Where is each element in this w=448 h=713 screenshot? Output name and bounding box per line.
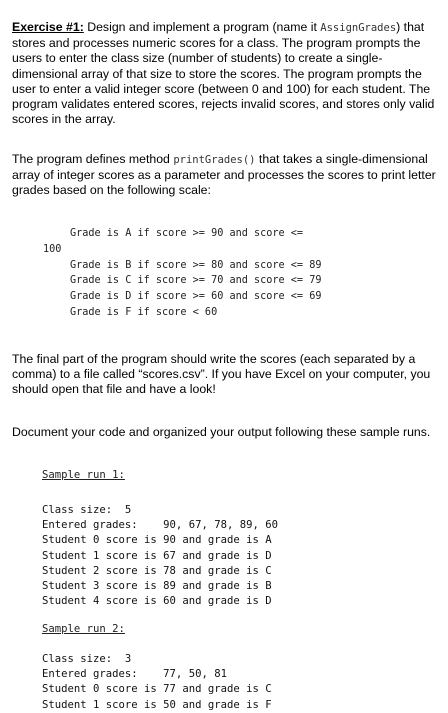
- grade-scale-block: [43, 226, 440, 321]
- output-line: Class size: 3: [42, 653, 132, 665]
- output-line: Entered grades: 77, 50, 81: [42, 668, 227, 681]
- output-line: Student 4 score is 60 and grade is D: [42, 595, 272, 608]
- grade-scale-line: Grade is D if score >= 60 and score <= 69: [70, 291, 322, 303]
- output-line: Student 1 score is 67 and grade is D: [42, 549, 272, 562]
- grade-scale-line: Grade is F if score < 60: [70, 306, 218, 318]
- final-part-paragraph: The final part of the program should write the scores (each separated by a comma) to a file called “scores.csv”. If you have Excel on your computer, you should open that file and have a look!: [12, 352, 431, 397]
- method-description: that takes a single-dimensional array of integer scores as a parameter and processes the scores to print letter grades based on the following scale:: [12, 152, 436, 198]
- output-line: Class size: 5: [42, 504, 132, 516]
- grade-scale-line: 100: [43, 243, 62, 255]
- sample-run-1-heading: Sample run 1:: [42, 469, 125, 481]
- sample-run-2-output: [42, 652, 442, 711]
- method-paragraph: [12, 152, 440, 199]
- output-line: Student 0 score is 77 and grade is C: [42, 683, 272, 696]
- output-line: Student 3 score is 89 and grade is B: [42, 579, 272, 592]
- exercise-paragraph: [12, 20, 440, 127]
- grade-scale-line: Grade is A if score >= 90 and score <=: [70, 228, 304, 239]
- output-line: Student 1 score is 50 and grade is F: [42, 698, 272, 711]
- sample-run-1-output: [42, 503, 442, 609]
- output-line: Entered grades: 90, 67, 78, 89, 60: [42, 519, 278, 532]
- exercise-intro-rest: ) that stores and processes numeric scores for a class. The program prompts the users to enter the class size (number of students) to create a single-dimensional array of that size to store the scores. The program prompts the user to enter a valid integer score (between 0 and 100) for each student. The program validates entered scores, rejects invalid scores, and stores only valid scores in the array.: [12, 20, 435, 127]
- grade-scale-line: Grade is B if score >= 80 and score <= 89: [70, 259, 322, 271]
- exercise-heading: Exercise #1:: [12, 20, 84, 34]
- sample-run-2-heading: Sample run 2:: [42, 623, 125, 635]
- output-line: Student 0 score is 90 and grade is A: [42, 534, 272, 547]
- method-name-code: printGrades(): [173, 154, 256, 166]
- exercise-intro-start: Design and implement a program (name it: [83, 20, 321, 34]
- method-intro: The program defines method: [12, 152, 174, 166]
- class-name-code: AssignGrades: [320, 22, 397, 34]
- output-line: Student 2 score is 78 and grade is C: [42, 564, 272, 577]
- grade-scale-line: Grade is C if score >= 70 and score <= 79: [70, 275, 322, 287]
- document-instruction-paragraph: Document your code and organized your output following these sample runs.: [12, 425, 431, 439]
